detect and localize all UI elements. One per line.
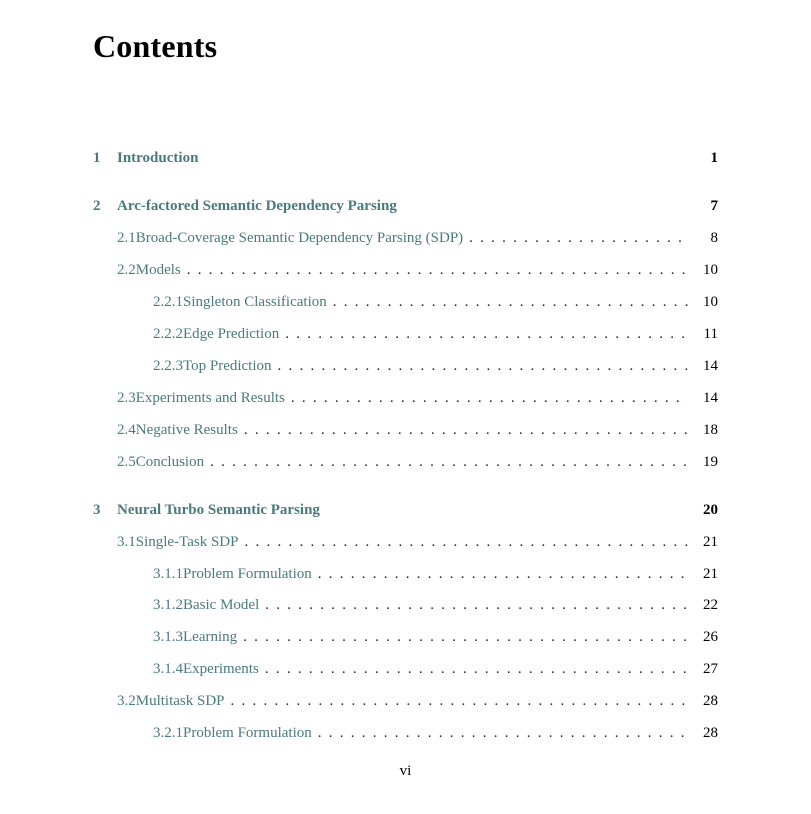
- page-number: vi: [399, 763, 412, 779]
- toc-number: 2.2.3: [153, 358, 183, 374]
- toc-page: 26: [703, 629, 718, 645]
- toc-subsection-3-1-3[interactable]: [153, 628, 718, 646]
- toc-label: Models: [135, 262, 181, 278]
- toc-number: 2.4: [117, 422, 136, 438]
- toc-label: Top Prediction: [183, 358, 272, 374]
- toc-number: 3.2.1: [153, 725, 183, 741]
- toc-page: 7: [710, 198, 718, 214]
- toc-label: Problem Formulation: [183, 725, 312, 741]
- toc-chapter-2[interactable]: [93, 197, 718, 215]
- toc-leader-dots: [291, 389, 688, 407]
- toc-section-2-1[interactable]: [117, 229, 718, 247]
- toc-label: Learning: [183, 629, 238, 645]
- toc-label: Single-Task SDP: [135, 534, 239, 550]
- toc-number: 2.5: [117, 454, 136, 470]
- toc-label: Multitask SDP: [135, 693, 225, 709]
- toc-number: 2.3: [117, 390, 136, 406]
- toc-subsection-2-2-3[interactable]: [153, 357, 718, 375]
- toc-number: 2.2: [117, 262, 136, 278]
- toc-section-2-2[interactable]: [117, 261, 718, 279]
- toc-page: 10: [703, 262, 718, 278]
- toc-page: 27: [703, 661, 718, 677]
- toc-label: Conclusion: [135, 454, 205, 470]
- toc-subsection-3-1-4[interactable]: [153, 660, 718, 678]
- toc-number: 3: [93, 502, 101, 518]
- toc-section-2-5[interactable]: [117, 453, 718, 471]
- toc-subsection-3-1-1[interactable]: [153, 565, 718, 583]
- toc-leader-dots: [244, 421, 688, 439]
- toc-subsection-2-2-2[interactable]: [153, 325, 718, 343]
- toc-number: 1: [93, 150, 101, 166]
- toc-page: 14: [703, 358, 718, 374]
- toc-label: Negative Results: [135, 422, 238, 438]
- toc-label: Arc-factored Semantic Dependency Parsing: [117, 198, 397, 214]
- toc-page: 10: [703, 294, 718, 310]
- toc-section-2-4[interactable]: [117, 421, 718, 439]
- toc-label: Singleton Classification: [183, 294, 327, 310]
- toc-label: Experiments and Results: [135, 390, 285, 406]
- toc-page: 18: [703, 422, 718, 438]
- toc-number: 2.2.2: [153, 326, 183, 342]
- toc-label: Basic Model: [183, 597, 260, 613]
- toc-number: 2.1: [117, 230, 136, 246]
- toc-label: Broad-Coverage Semantic Dependency Parsing (SDP): [135, 230, 464, 246]
- toc-page: 11: [703, 326, 718, 342]
- toc-page: 8: [710, 230, 718, 246]
- toc-leader-dots: [278, 357, 688, 375]
- toc-leader-dots: [318, 565, 688, 583]
- toc-page: 19: [703, 454, 718, 470]
- toc-leader-dots: [265, 660, 688, 678]
- toc-chapter-3[interactable]: [93, 501, 718, 519]
- toc-leader-dots: [231, 692, 688, 710]
- toc-number: 3.1.3: [153, 629, 183, 645]
- toc-label: Introduction: [117, 150, 199, 166]
- toc-page: 28: [703, 725, 718, 741]
- toc-leader-dots: [187, 261, 688, 279]
- toc-label: Edge Prediction: [183, 326, 280, 342]
- toc-leader-dots: [243, 628, 688, 646]
- toc-label: Neural Turbo Semantic Parsing: [117, 502, 320, 518]
- toc-number: 2.2.1: [153, 294, 183, 310]
- toc-number: 3.1: [117, 534, 136, 550]
- toc-subsection-2-2-1[interactable]: [153, 293, 718, 311]
- toc-page: 22: [703, 597, 718, 613]
- toc-number: 2: [93, 198, 101, 214]
- toc-label: Experiments: [183, 661, 259, 677]
- toc-section-3-2[interactable]: [117, 692, 718, 710]
- toc-subsection-3-1-2[interactable]: [153, 596, 718, 614]
- toc-section-3-1[interactable]: [117, 533, 718, 551]
- toc-chapter-1[interactable]: [93, 149, 718, 167]
- toc-page: 21: [703, 566, 718, 582]
- toc-page: 21: [703, 534, 718, 550]
- toc-leader-dots: [285, 325, 688, 343]
- toc-leader-dots: [318, 724, 688, 742]
- toc-number: 3.1.4: [153, 661, 183, 677]
- toc-number: 3.2: [117, 693, 136, 709]
- toc-page: 28: [703, 693, 718, 709]
- toc-leader-dots: [265, 596, 688, 614]
- toc-leader-dots: [210, 453, 688, 471]
- toc-page: 1: [710, 150, 718, 166]
- toc-leader-dots: [469, 229, 688, 247]
- toc-label: Problem Formulation: [183, 566, 312, 582]
- toc-subsection-3-2-1[interactable]: [153, 724, 718, 742]
- toc-page: 14: [703, 390, 718, 406]
- toc-page: 20: [703, 502, 718, 518]
- toc-number: 3.1.1: [153, 566, 183, 582]
- toc-leader-dots: [244, 533, 688, 551]
- toc-leader-dots: [333, 293, 688, 311]
- page-title: Contents: [93, 28, 218, 64]
- toc-section-2-3[interactable]: [117, 389, 718, 407]
- toc-number: 3.1.2: [153, 597, 183, 613]
